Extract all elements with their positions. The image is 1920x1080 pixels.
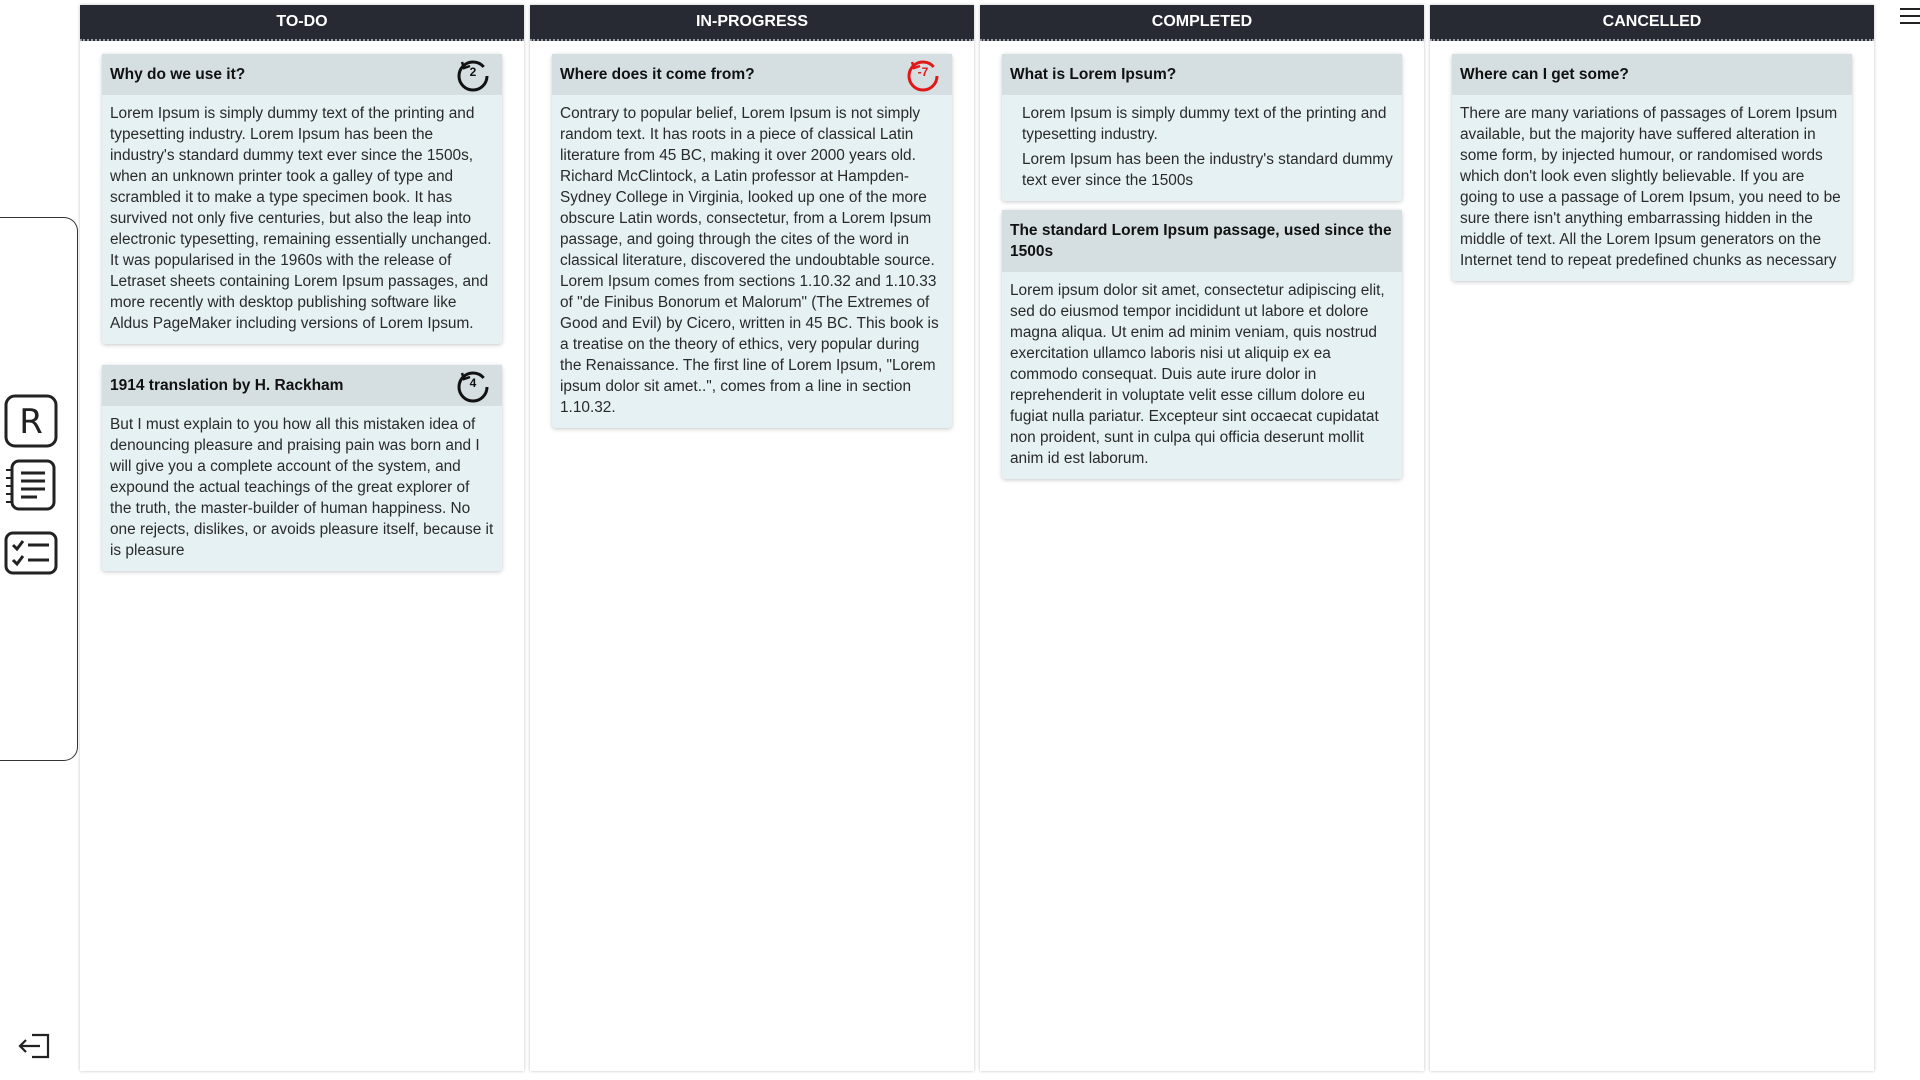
card-title: 1914 translation by H. Rackham: [110, 377, 344, 394]
task-card[interactable]: [102, 365, 502, 571]
card-text: But I must explain to you how all this mistaken idea of denouncing pleasure and praising pain was born and I will give you a complete account of the system, and expound the actual teachings of the great explorer of the truth, the master-builder of human happiness. No one rejects, dislikes, or avoids pleasure itself, because it is pleasure: [110, 416, 494, 559]
card-text: Contrary to popular belief, Lorem Ipsum is not simply random text. It has roots in a piece of classical Latin literature from 45 BC, making it over 2000 years old. Richard McClintock, a Latin professor at Hampden-Sydney College in Virginia, looked up one of the more obscure Latin words, consectetur, from a Lorem Ipsum passage, and going through the cites of the word in classical literature, discovered the undoubtable source. Lorem Ipsum comes from sections 1.10.32 and 1.10.33 of "de Finibus Bonorum et Malorum" (The Extremes of Good and Evil) by Cicero, written in 45 BC. This book is a treatise on the theory of ethics, very popular during the Renaissance. The first line of Lorem Ipsum, "Lorem ipsum dolor sit amet..", comes from a line in section 1.10.32.: [560, 105, 939, 416]
column-in-progress: [530, 5, 974, 1071]
countdown-timer-icon: [456, 369, 490, 403]
card-list-item: Lorem Ipsum has been the industry's standard dummy text ever since the 1500s: [1022, 151, 1393, 189]
task-card[interactable]: [1002, 54, 1402, 201]
column-cancelled: [1430, 5, 1874, 1071]
card-text: There are many variations of passages of Lorem Ipsum available, but the majority have suffered alteration in some form, by injected humour, or randomised words which don't look even slightly believable. If you are going to use a passage of Lorem Ipsum, you need to be sure there isn't anything embarrassing hidden in the middle of text. All the Lorem Ipsum generators on the Internet tend to repeat predefined chunks as necessary: [1460, 105, 1841, 269]
column-todo: [80, 5, 524, 1071]
card-text: Lorem Ipsum is simply dummy text of the printing and typesetting industry. Lorem Ipsum has been the industry's standard dummy text ever since the 1500s, when an unknown printer took a galley of type and scrambled it to make a type specimen book. It has survived not only five centuries, but also the leap into electronic typesetting, remaining essentially unchanged. It was popularised in the 1960s with the release of Letraset sheets containing Lorem Ipsum passages, and more recently with desktop publishing software like Aldus PageMaker including versions of Lorem Ipsum.: [110, 105, 492, 332]
column-title: IN-PROGRESS: [530, 5, 974, 41]
timer-value: 4: [469, 376, 477, 390]
card-title: What is Lorem Ipsum?: [1010, 66, 1177, 83]
column-completed: [980, 5, 1424, 1071]
column-title: CANCELLED: [1430, 5, 1874, 41]
card-title: Where does it come from?: [560, 66, 755, 83]
hamburger-menu-icon[interactable]: [1899, 4, 1920, 30]
column-title: TO-DO: [80, 5, 524, 41]
checklist-icon[interactable]: [4, 526, 58, 580]
timer-value: 2: [469, 65, 477, 79]
countdown-timer-icon: [456, 58, 490, 92]
task-card[interactable]: [552, 54, 952, 428]
card-title: Where can I get some?: [1460, 66, 1629, 83]
task-card[interactable]: [1452, 54, 1852, 281]
task-card[interactable]: [1002, 210, 1402, 479]
card-text: Lorem ipsum dolor sit amet, consectetur adipiscing elit, sed do eiusmod tempor incididunt ut labore et dolore magna aliqua. Ut enim ad minim veniam, quis nostrud exercitation ullamco laboris nisi ut aliquip ex ea commodo consequat. Duis aute irure dolor in reprehenderit in voluptate velit esse cillum dolore eu fugiat nulla pariatur. Excepteur sint occaecat cupidatat non proident, sunt in culpa qui officia deserunt mollit anim id est laborum.: [1010, 282, 1385, 467]
r-letter-icon[interactable]: [4, 394, 58, 448]
card-title: The standard Lorem Ipsum passage, used since the 1500s: [1010, 222, 1392, 260]
ordered-list-icon[interactable]: [4, 458, 58, 512]
card-title: Why do we use it?: [110, 66, 246, 83]
column-title: COMPLETED: [980, 5, 1424, 41]
exit-icon[interactable]: [16, 1032, 54, 1062]
overdue-timer-icon: [906, 58, 940, 92]
card-list-item: Lorem Ipsum is simply dummy text of the printing and typesetting industry.: [1022, 105, 1387, 143]
timer-value: -7: [917, 65, 929, 79]
sidebar: [0, 217, 78, 761]
task-card[interactable]: [102, 54, 502, 344]
svg-text:R: R: [19, 402, 43, 442]
